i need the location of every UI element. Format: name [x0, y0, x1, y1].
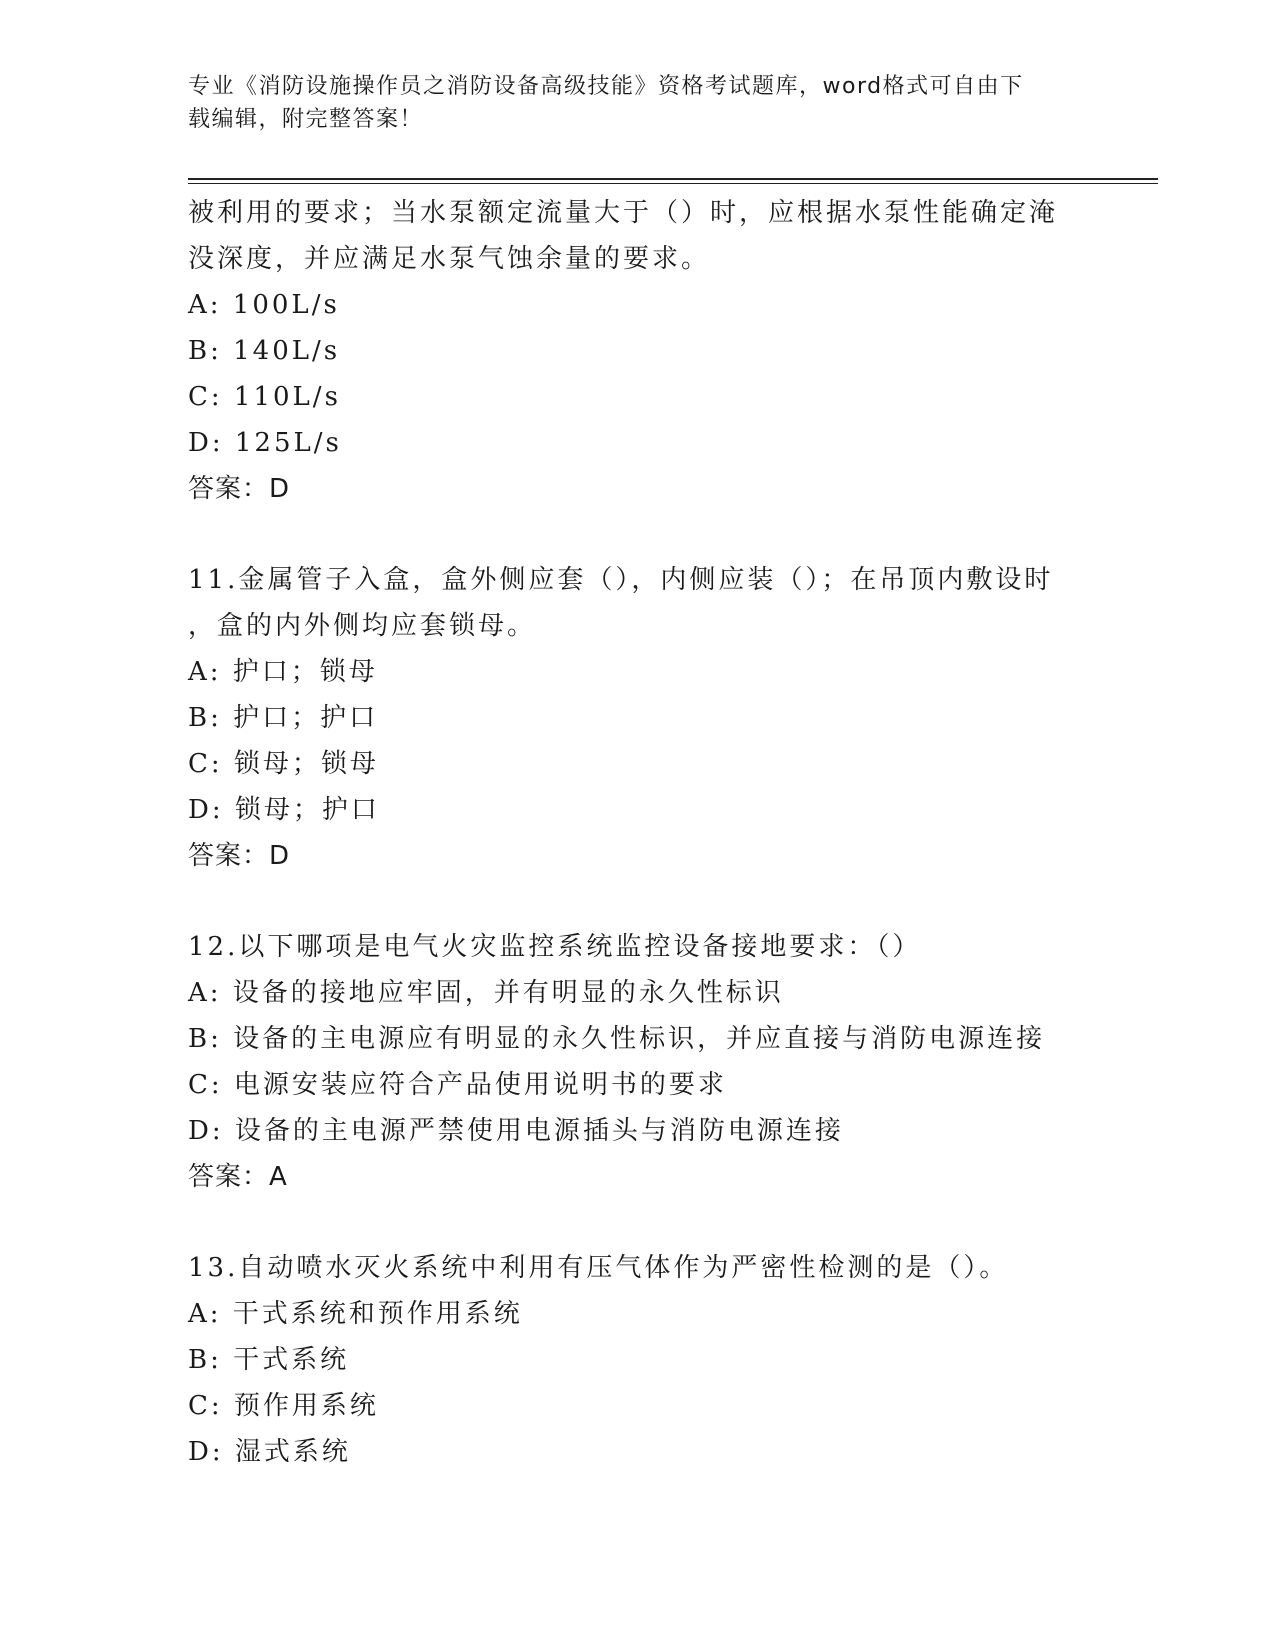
option-b: B: 140L/s [188, 336, 341, 366]
header-line-1: 专业《消防设施操作员之消防设备高级技能》资格考试题库，word格式可自由下 [188, 74, 1024, 99]
option-b: B: 干式系统 [188, 1345, 350, 1375]
question-11 [188, 557, 1088, 879]
question-stem-line: 没深度，并应满足水泵气蚀余量的要求。 [188, 244, 711, 274]
question-13 [188, 1245, 1088, 1475]
option-d: D: 湿式系统 [188, 1437, 351, 1467]
question-stem-line: 11.金属管子入盒，盒外侧应套（），内侧应装（）；在吊顶内敷设时 [188, 565, 1054, 595]
document-header [188, 70, 1088, 136]
option-c: C: 电源安装应符合产品使用说明书的要求 [188, 1070, 727, 1100]
question-gap [188, 1200, 1088, 1245]
question-gap [188, 879, 1088, 924]
option-c: C: 110L/s [188, 382, 341, 412]
question-stem-line: ，盒的内外侧均应套锁母。 [188, 611, 537, 641]
option-d: D: 设备的主电源严禁使用电源插头与消防电源连接 [188, 1116, 844, 1146]
header-line-2: 载编辑，附完整答案！ [188, 107, 424, 132]
question-content [188, 190, 1088, 1475]
option-a: A: 设备的接地应牢固，并有明显的永久性标识 [188, 978, 784, 1008]
option-b: B: 设备的主电源应有明显的永久性标识，并应直接与消防电源连接 [188, 1024, 1046, 1054]
option-a: A: 护口；锁母 [188, 657, 378, 687]
option-a: A: 干式系统和预作用系统 [188, 1299, 523, 1329]
option-d: D: 锁母；护口 [188, 795, 380, 825]
option-a: A: 100L/s [188, 290, 340, 320]
answer-line: 答案：A [188, 1162, 288, 1192]
option-d: D: 125L/s [188, 428, 342, 458]
option-c: C: 预作用系统 [188, 1391, 379, 1421]
answer-line: 答案：D [188, 474, 291, 504]
question-stem-line: 被利用的要求；当水泵额定流量大于（）时，应根据水泵性能确定淹 [188, 198, 1059, 228]
question-gap [188, 512, 1088, 557]
option-c: C: 锁母；锁母 [188, 749, 379, 779]
answer-line: 答案：D [188, 841, 291, 871]
question-stem-line: 13.自动喷水灭火系统中利用有压气体作为严密性检测的是（）。 [188, 1253, 1009, 1283]
option-b: B: 护口；护口 [188, 703, 379, 733]
header-divider-thin [188, 183, 1158, 184]
header-divider-thick [188, 178, 1158, 180]
question-12 [188, 924, 1088, 1200]
question-10 [188, 190, 1088, 512]
question-stem-line: 12.以下哪项是电气火灾监控系统监控设备接地要求：（） [188, 932, 922, 962]
